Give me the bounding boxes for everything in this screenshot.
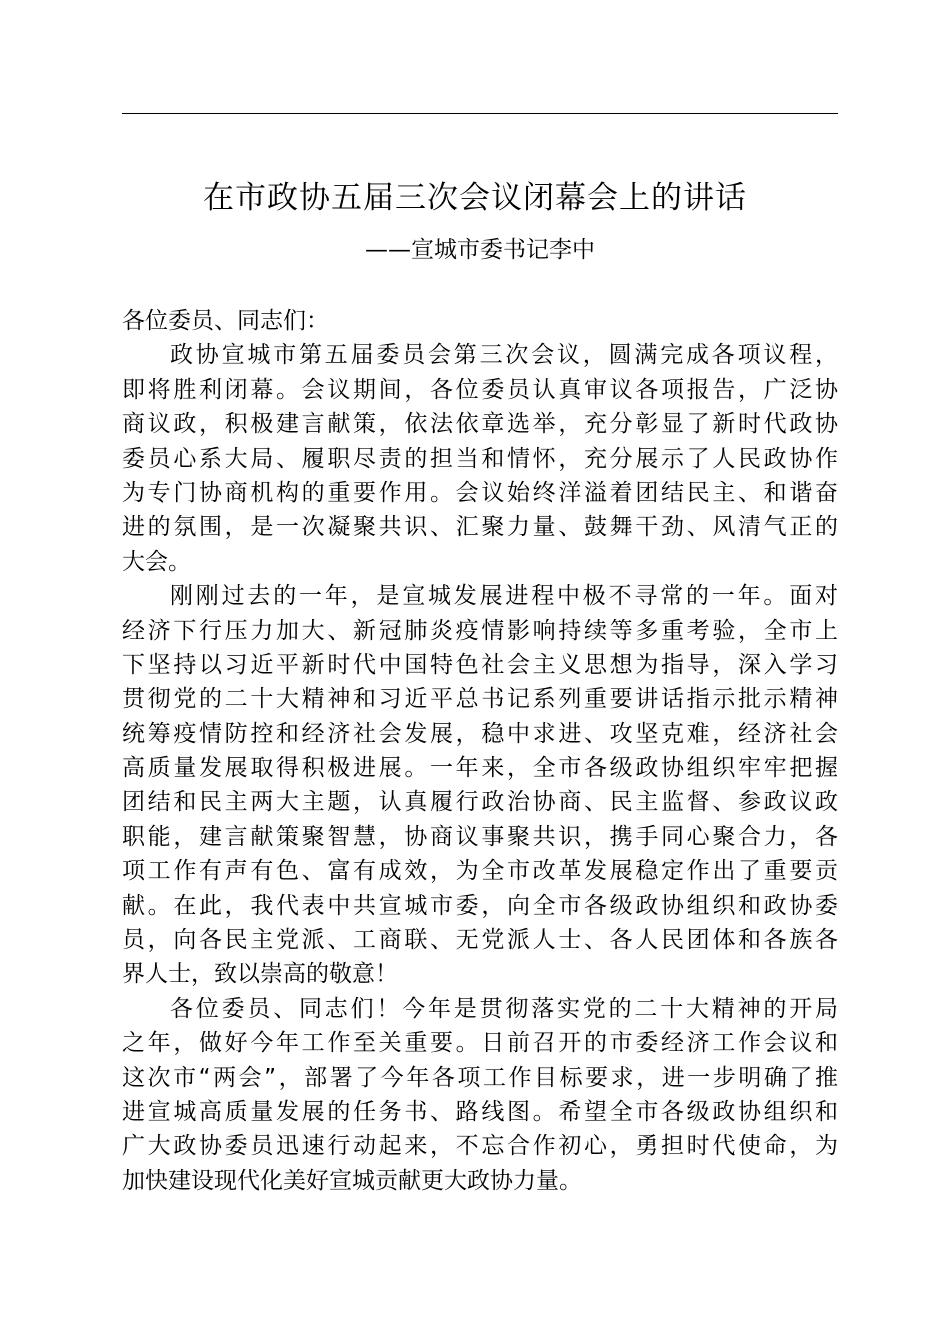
paragraph-line: 职能，建言献策聚智慧，协商议事聚共识，携手同心聚合力，各 <box>122 823 838 850</box>
paragraph-line: 贯彻党的二十大精神和习近平总书记系列重要讲话指示批示精神 <box>122 686 838 713</box>
document-body <box>122 304 838 1198</box>
paragraph-line: 即将胜利闭幕。会议期间，各位委员认真审议各项报告，广泛协 <box>122 376 838 403</box>
paragraph-line: 政协宣城市第五届委员会第三次会议，圆满完成各项议程， <box>170 342 838 369</box>
paragraph-line: 进的氛围，是一次凝聚共识、汇聚力量、鼓舞干劲、风清气正的 <box>122 514 838 541</box>
document-byline: ——宣城市委书记李中 <box>365 237 595 263</box>
header-rule <box>122 113 838 114</box>
paragraph-line: 委员心系大局、履职尽责的担当和情怀，充分展示了人民政协作 <box>122 445 838 472</box>
paragraph-1 <box>122 338 838 579</box>
paragraph-line: 员，向各民主党派、工商联、无党派人士、各人民团体和各族各 <box>122 927 838 954</box>
paragraph-line: 广大政协委员迅速行动起来，不忘合作初心，勇担时代使命，为 <box>122 1133 838 1160</box>
paragraph-line: 经济下行压力加大、新冠肺炎疫情影响持续等多重考验，全市上 <box>122 617 838 644</box>
paragraph-3 <box>122 992 838 1198</box>
paragraph-line: 进宣城高质量发展的任务书、路线图。希望全市各级政协组织和 <box>122 1098 838 1125</box>
paragraph-2 <box>122 579 838 992</box>
salutation: 各位委员、同志们： <box>122 308 329 334</box>
paragraph-line: 这次市“两会”，部署了今年各项工作目标要求，进一步明确了推 <box>122 1064 838 1091</box>
paragraph-line: 高质量发展取得积极进展。一年来，全市各级政协组织牢牢把握 <box>122 755 838 782</box>
paragraph-line: 统筹疫情防控和经济社会发展，稳中求进、攻坚克难，经济社会 <box>122 720 838 747</box>
paragraph-line: 献。在此，我代表中共宣城市委，向全市各级政协组织和政协委 <box>122 892 838 919</box>
paragraph-line: 下坚持以习近平新时代中国特色社会主义思想为指导，深入学习 <box>122 651 838 678</box>
paragraph-line: 界人士，致以崇高的敬意！ <box>122 961 398 988</box>
paragraph-line: 商议政，积极建言献策，依法依章选举，充分彰显了新时代政协 <box>122 411 838 438</box>
paragraph-line: 加快建设现代化美好宣城贡献更大政协力量。 <box>122 1167 582 1194</box>
paragraph-line: 刚刚过去的一年，是宣城发展进程中极不寻常的一年。面对 <box>170 583 838 610</box>
paragraph-line: 项工作有声有色、富有成效，为全市改革发展稳定作出了重要贡 <box>122 858 838 885</box>
paragraph-line: 团结和民主两大主题，认真履行政治协商、民主监督、参政议政 <box>122 789 838 816</box>
paragraph-line: 之年，做好今年工作至关重要。日前召开的市委经济工作会议和 <box>122 1030 838 1057</box>
paragraph-line: 各位委员、同志们！今年是贯彻落实党的二十大精神的开局 <box>170 995 838 1022</box>
document-title: 在市政协五届三次会议闭幕会上的讲话 <box>203 180 747 216</box>
paragraph-line: 为专门协商机构的重要作用。会议始终洋溢着团结民主、和谐奋 <box>122 479 838 506</box>
paragraph-line: 大会。 <box>122 548 191 575</box>
